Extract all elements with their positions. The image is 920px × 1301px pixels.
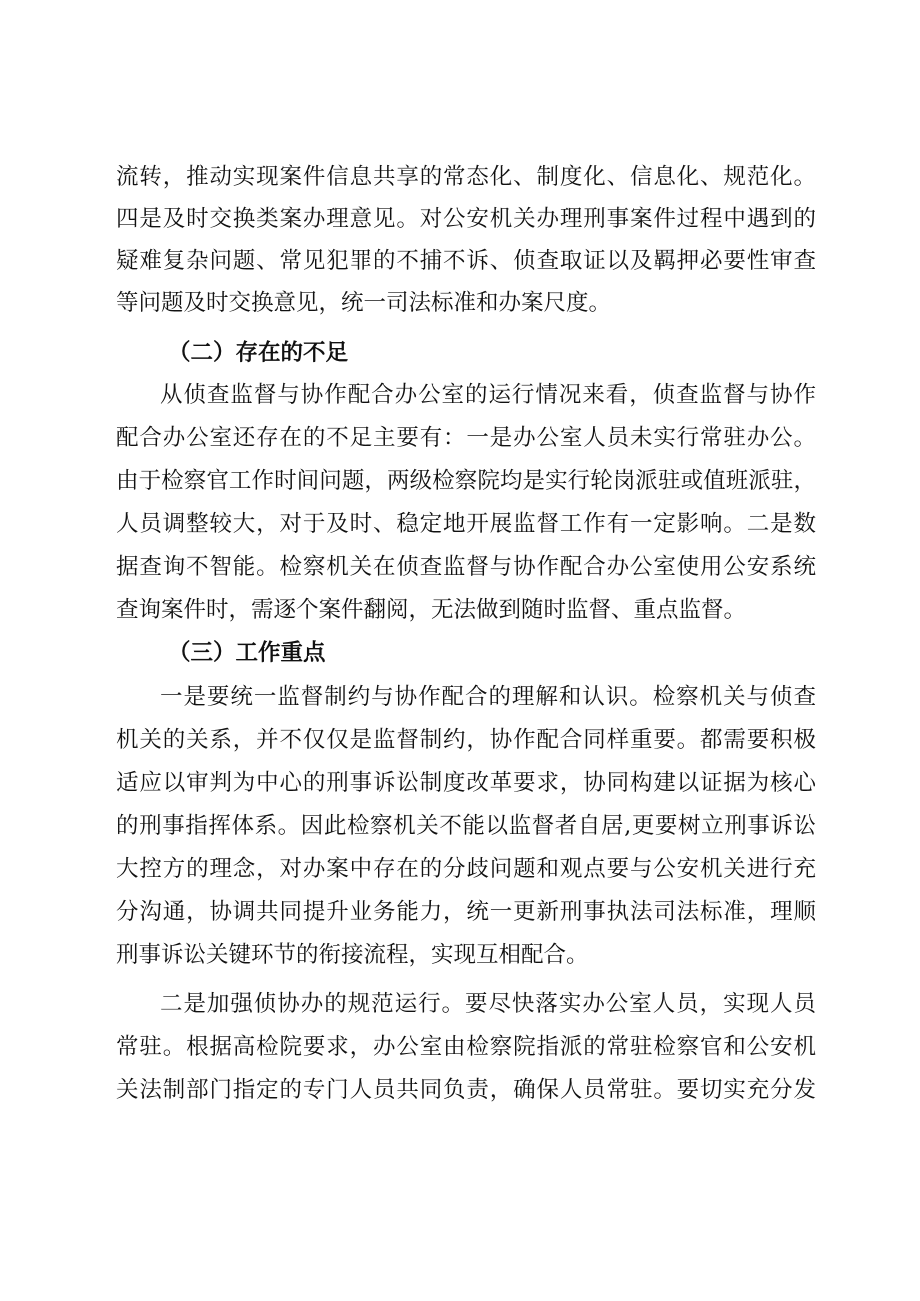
section-heading: （三）工作重点 — [168, 640, 326, 666]
text-line: 关法制部门指定的专门人员共同负责，确保人员常驻。要切实充分发 — [116, 1077, 816, 1103]
text-line: 由于检察官工作时间问题，两级检察院均是实行轮岗派驻或值班派驻， — [116, 468, 816, 494]
text-line: 人员调整较大，对于及时、稳定地开展监督工作有一定影响。二是数 — [116, 511, 816, 537]
text-line: 等问题及时交换意见，统一司法标准和办案尺度。 — [116, 290, 612, 316]
text-line: 刑事诉讼关键环节的衔接流程，实现互相配合。 — [116, 942, 589, 968]
text-line: 二是加强侦协办的规范运行。要尽快落实办公室人员，实现人员 — [160, 991, 816, 1017]
text-line: 大控方的理念，对办案中存在的分歧问题和观点要与公安机关进行充 — [116, 856, 816, 882]
text-line: 查询案件时，需逐个案件翻阅，无法做到随时监督、重点监督。 — [116, 597, 747, 623]
text-line: 适应以审判为中心的刑事诉讼制度改革要求，协同构建以证据为核心 — [116, 770, 816, 796]
text-line: 从侦查监督与协作配合办公室的运行情况来看，侦查监督与协作 — [160, 382, 816, 408]
text-line: 机关的关系，并不仅仅是监督制约，协作配合同样重要。都需要积极 — [116, 727, 816, 753]
text-line: 四是及时交换类案办理意见。对公安机关办理刑事案件过程中遇到的 — [116, 206, 816, 232]
text-line: 疑难复杂问题、常见犯罪的不捕不诉、侦查取证以及羁押必要性审查 — [116, 248, 816, 274]
text-line: 配合办公室还存在的不足主要有：一是办公室人员未实行常驻办公。 — [116, 425, 816, 451]
text-line: 据查询不智能。检察机关在侦查监督与协作配合办公室使用公安系统 — [116, 554, 816, 580]
text-line: 的刑事指挥体系。因此检察机关不能以监督者自居,更要树立刑事诉讼 — [116, 813, 816, 839]
text-line: 流转，推动实现案件信息共享的常态化、制度化、信息化、规范化。 — [116, 164, 816, 190]
text-line: 常驻。根据高检院要求，办公室由检察院指派的常驻检察官和公安机 — [116, 1034, 816, 1060]
text-line: 一是要统一监督制约与协作配合的理解和认识。检察机关与侦查 — [160, 684, 816, 710]
section-heading: （二）存在的不足 — [168, 340, 349, 366]
text-line: 分沟通，协调共同提升业务能力，统一更新刑事执法司法标准，理顺 — [116, 899, 816, 925]
